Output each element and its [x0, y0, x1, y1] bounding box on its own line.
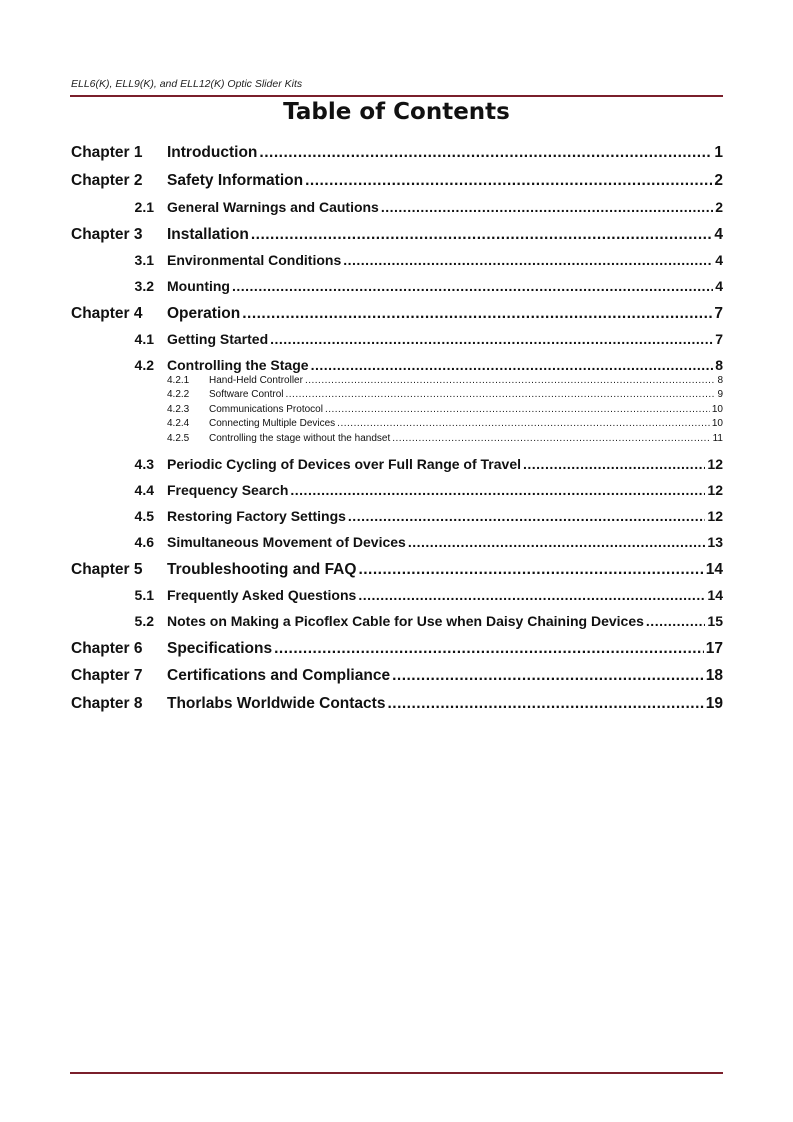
toc-entry-4-2-2[interactable] [71, 389, 723, 400]
toc-leader-dots [358, 561, 703, 579]
toc-leader-dots [392, 433, 710, 444]
toc-leader-dots [274, 640, 704, 658]
toc-entry-4-4[interactable] [71, 482, 723, 498]
toc-entry-number: 3.2 [134, 278, 154, 294]
toc-entry-page: 12 [707, 508, 723, 524]
toc-entry-4-5[interactable] [71, 508, 723, 524]
toc-entry-number: 4.2.4 [167, 418, 190, 429]
toc-leader-dots [251, 226, 713, 244]
toc-entry-page: 12 [707, 456, 723, 472]
toc-leader-dots [232, 278, 713, 294]
running-header: ELL6(K), ELL9(K), and ELL12(K) Optic Slider Kits [71, 78, 303, 90]
toc-entry-page: 10 [711, 404, 723, 415]
toc-entry-4-2-4[interactable] [71, 418, 723, 429]
toc-leader-dots [392, 667, 704, 685]
page-title: Table of Contents [283, 99, 510, 125]
toc-entry-label: Safety Information [167, 172, 304, 189]
toc-leader-dots [242, 305, 712, 323]
toc-entry-4-3[interactable] [71, 456, 723, 472]
toc-entry-page: 8 [715, 357, 723, 373]
toc-entry-page: 8 [717, 375, 723, 386]
toc-leader-dots [523, 456, 705, 472]
toc-entry-4-1[interactable] [71, 331, 723, 347]
toc-entry-label: Certifications and Compliance [167, 667, 391, 684]
toc-leader-dots [270, 331, 713, 347]
toc-leader-dots [259, 144, 712, 162]
toc-entry-label: Specifications [167, 640, 273, 657]
toc-entry-page: 7 [715, 331, 723, 347]
toc-entry-number: 5.1 [134, 587, 154, 603]
toc-entry-page: 2 [715, 199, 723, 215]
toc-entry-label: Software Control [209, 389, 284, 400]
toc-entry-label: Getting Started [167, 331, 269, 347]
toc-entry-label: Frequently Asked Questions [167, 587, 357, 603]
toc-leader-dots [381, 199, 713, 215]
toc-leader-dots [285, 389, 715, 400]
toc-entry-number: 4.6 [134, 534, 154, 550]
toc-entry-chapter-8[interactable] [71, 695, 723, 713]
toc-entry-page: 14 [705, 561, 723, 578]
toc-leader-dots [387, 695, 703, 713]
toc-entry-number: 4.2 [134, 357, 154, 373]
toc-entry-number: 4.2.5 [167, 433, 190, 444]
toc-entry-chapter-2[interactable] [71, 172, 723, 190]
toc-entry-number: 4.2.1 [167, 375, 190, 386]
toc-entry-number: Chapter 6 [71, 640, 143, 657]
toc-leader-dots [305, 172, 712, 190]
toc-entry-4-2-3[interactable] [71, 404, 723, 415]
toc-entry-page: 9 [717, 389, 723, 400]
toc-entry-number: 4.2.2 [167, 389, 190, 400]
toc-entry-label: Mounting [167, 278, 230, 294]
toc-entry-page: 18 [705, 667, 723, 684]
toc-entry-number: Chapter 7 [71, 667, 143, 684]
toc-entry-label: Periodic Cycling of Devices over Full Range of Travel [167, 456, 521, 472]
footer-rule [70, 1072, 723, 1074]
toc-entry-number: Chapter 5 [71, 561, 143, 578]
toc-entry-label: Thorlabs Worldwide Contacts [167, 695, 386, 712]
toc-entry-chapter-1[interactable] [71, 144, 723, 162]
toc-leader-dots [325, 404, 710, 415]
toc-leader-dots [337, 418, 710, 429]
toc-entry-number: Chapter 4 [71, 305, 143, 322]
toc-entry-number: 2.1 [134, 199, 154, 215]
toc-entry-4-6[interactable] [71, 534, 723, 550]
toc-leader-dots [358, 587, 705, 603]
toc-entry-chapter-5[interactable] [71, 561, 723, 579]
toc-entry-label: Environmental Conditions [167, 252, 342, 268]
toc-leader-dots [408, 534, 706, 550]
toc-entry-label: Operation [167, 305, 241, 322]
toc-entry-page: 14 [707, 587, 723, 603]
toc-entry-chapter-6[interactable] [71, 640, 723, 658]
toc-entry-2-1[interactable] [71, 199, 723, 215]
toc-entry-page: 11 [712, 433, 723, 444]
toc-entry-page: 19 [705, 695, 723, 712]
toc-leader-dots [290, 482, 705, 498]
toc-entry-label: Notes on Making a Picoflex Cable for Use when Daisy Chaining Devices [167, 613, 644, 629]
toc-entry-page: 2 [714, 172, 723, 189]
toc-entry-4-2-5[interactable] [71, 433, 723, 444]
toc-entry-page: 10 [711, 418, 723, 429]
toc-entry-number: Chapter 8 [71, 695, 143, 712]
toc-entry-number: 4.1 [134, 331, 154, 347]
toc-entry-number: 5.2 [134, 613, 154, 629]
toc-entry-number: 3.1 [134, 252, 154, 268]
toc-entry-number: Chapter 3 [71, 226, 143, 243]
toc-entry-label: Restoring Factory Settings [167, 508, 346, 524]
toc-entry-5-1[interactable] [71, 587, 723, 603]
toc-entry-page: 4 [715, 278, 723, 294]
toc-entry-page: 7 [714, 305, 723, 322]
toc-entry-page: 12 [707, 482, 723, 498]
toc-leader-dots [348, 508, 706, 524]
toc-leader-dots [646, 613, 706, 629]
toc-entry-page: 4 [715, 252, 723, 268]
toc-entry-page: 1 [714, 144, 723, 161]
toc-entry-number: Chapter 1 [71, 144, 143, 161]
toc-entry-page: 13 [707, 534, 723, 550]
toc-entry-number: 4.3 [134, 456, 154, 472]
toc-entry-label: Simultaneous Movement of Devices [167, 534, 406, 550]
toc-entry-label: Introduction [167, 144, 258, 161]
toc-entry-chapter-7[interactable] [71, 667, 723, 685]
toc-entry-label: Frequency Search [167, 482, 289, 498]
toc-entry-label: Troubleshooting and FAQ [167, 561, 357, 578]
toc-entry-chapter-3[interactable] [71, 226, 723, 244]
toc-entry-4-2[interactable] [71, 357, 723, 373]
toc-entry-page: 15 [707, 613, 723, 629]
toc-entry-page: 4 [714, 226, 723, 243]
toc-entry-3-2[interactable] [71, 278, 723, 294]
toc-entry-number: Chapter 2 [71, 172, 143, 189]
toc-entry-number: 4.4 [134, 482, 154, 498]
toc-leader-dots [305, 375, 716, 386]
toc-entry-label: Connecting Multiple Devices [209, 418, 336, 429]
toc-entry-label: Controlling the stage without the handset [209, 433, 391, 444]
toc-entry-label: Installation [167, 226, 249, 243]
toc-entry-page: 17 [705, 640, 723, 657]
toc-entry-number: 4.2.3 [167, 404, 190, 415]
toc-entry-label: Communications Protocol [209, 404, 323, 415]
toc-entry-chapter-4[interactable] [71, 305, 723, 323]
toc-entry-number: 4.5 [134, 508, 154, 524]
toc-leader-dots [343, 252, 713, 268]
toc-leader-dots [311, 357, 714, 373]
toc-entry-label: Controlling the Stage [167, 357, 309, 373]
toc-entry-label: General Warnings and Cautions [167, 199, 379, 215]
toc-entry-3-1[interactable] [71, 252, 723, 268]
toc-entry-4-2-1[interactable] [71, 375, 723, 386]
toc-entry-label: Hand-Held Controller [209, 375, 303, 386]
toc-entry-5-2[interactable] [71, 613, 723, 629]
